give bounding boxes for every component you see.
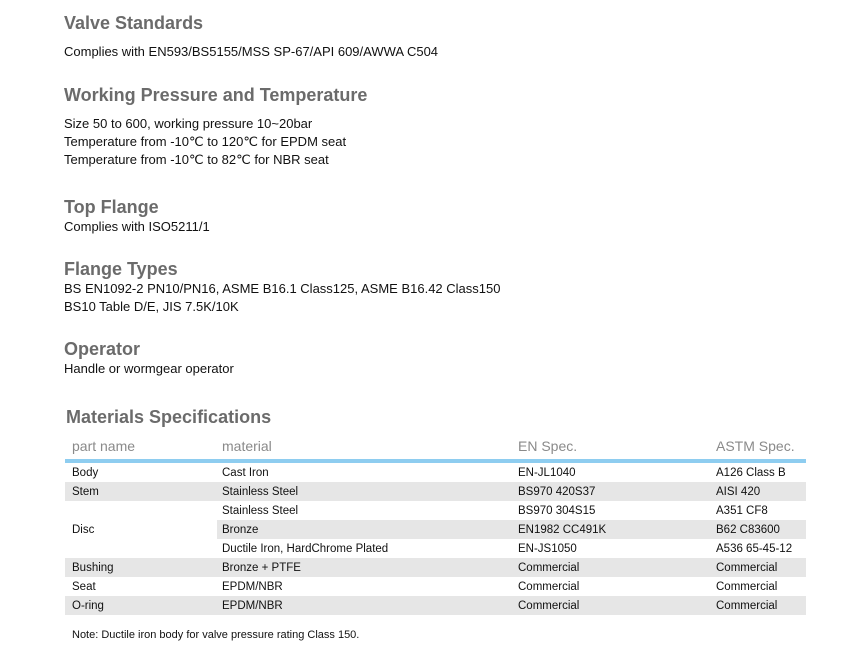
cell-material: Cast Iron <box>222 466 269 479</box>
materials-note: Note: Ductile iron body for valve pressure rating Class 150. <box>72 629 360 641</box>
table-row <box>65 577 806 596</box>
col-astm-spec: ASTM Spec. <box>710 433 806 461</box>
cell-astm-spec: B62 C83600 <box>710 520 806 539</box>
cell-en-spec: Commercial <box>513 596 710 615</box>
materials-heading: Materials Specifications <box>66 407 272 427</box>
cell-en-spec: BS970 304S15 <box>518 504 596 517</box>
cell-material: Ductile Iron, HardChrome Plated <box>222 542 389 555</box>
cell-part: Stem <box>65 482 217 501</box>
valve-standards-text: Complies with EN593/BS5155/MSS SP-67/API 609/AWWA C504 <box>64 44 439 59</box>
cell-en-spec: EN-JS1050 <box>518 542 577 555</box>
valve-standards-heading: Valve Standards <box>64 13 204 33</box>
pressure-line-size: Size 50 to 600, working pressure 10~20bar <box>64 116 313 131</box>
cell-astm-spec: A351 CF8 <box>716 504 768 517</box>
materials-header-row <box>65 433 806 461</box>
cell-part: Seat <box>72 580 96 593</box>
cell-en-spec: EN-JL1040 <box>518 466 576 479</box>
col-en-spec: EN Spec. <box>513 433 710 461</box>
cell-en-spec: Commercial <box>518 580 580 593</box>
cell-en-spec: Commercial <box>513 558 710 577</box>
table-row <box>65 501 806 520</box>
pressure-temperature-heading: Working Pressure and Temperature <box>64 85 368 105</box>
cell-part: Bushing <box>65 558 217 577</box>
cell-material: Bronze <box>217 520 513 539</box>
flange-types-heading: Flange Types <box>64 259 178 279</box>
cell-astm-spec: AISI 420 <box>710 482 806 501</box>
cell-material: Stainless Steel <box>217 482 513 501</box>
top-flange-heading: Top Flange <box>64 197 159 217</box>
flange-types-line-2: BS10 Table D/E, JIS 7.5K/10K <box>64 299 239 314</box>
cell-material: Stainless Steel <box>222 504 299 517</box>
cell-material: Bronze + PTFE <box>217 558 513 577</box>
cell-astm-spec: Commercial <box>710 558 806 577</box>
top-flange-text: Complies with ISO5211/1 <box>64 219 210 234</box>
cell-material: EPDM/NBR <box>217 596 513 615</box>
col-part-name: part name <box>65 433 217 461</box>
materials-table <box>65 433 806 615</box>
cell-en-spec: EN1982 CC491K <box>513 520 710 539</box>
cell-astm-spec: Commercial <box>710 596 806 615</box>
cell-en-spec: BS970 420S37 <box>513 482 710 501</box>
table-row <box>65 482 806 501</box>
operator-text: Handle or wormgear operator <box>64 361 234 376</box>
cell-astm-spec: A536 65-45-12 <box>716 542 793 555</box>
col-material: material <box>217 433 513 461</box>
cell-part: O-ring <box>65 596 217 615</box>
flange-types-line-1: BS EN1092-2 PN10/PN16, ASME B16.1 Class125, ASME B16.42 Class150 <box>64 281 501 296</box>
cell-part: Body <box>72 466 99 479</box>
temperature-line-epdm: Temperature from -10℃ to 120℃ for EPDM seat <box>64 134 347 149</box>
table-row <box>65 558 806 577</box>
cell-part-disc: Disc <box>65 501 217 558</box>
cell-material: EPDM/NBR <box>222 580 283 593</box>
operator-heading: Operator <box>64 339 141 359</box>
table-row <box>65 596 806 615</box>
temperature-line-nbr: Temperature from -10℃ to 82℃ for NBR seat <box>64 152 329 167</box>
cell-astm-spec: A126 Class B <box>716 466 786 479</box>
cell-astm-spec: Commercial <box>716 580 778 593</box>
table-row <box>65 461 806 482</box>
